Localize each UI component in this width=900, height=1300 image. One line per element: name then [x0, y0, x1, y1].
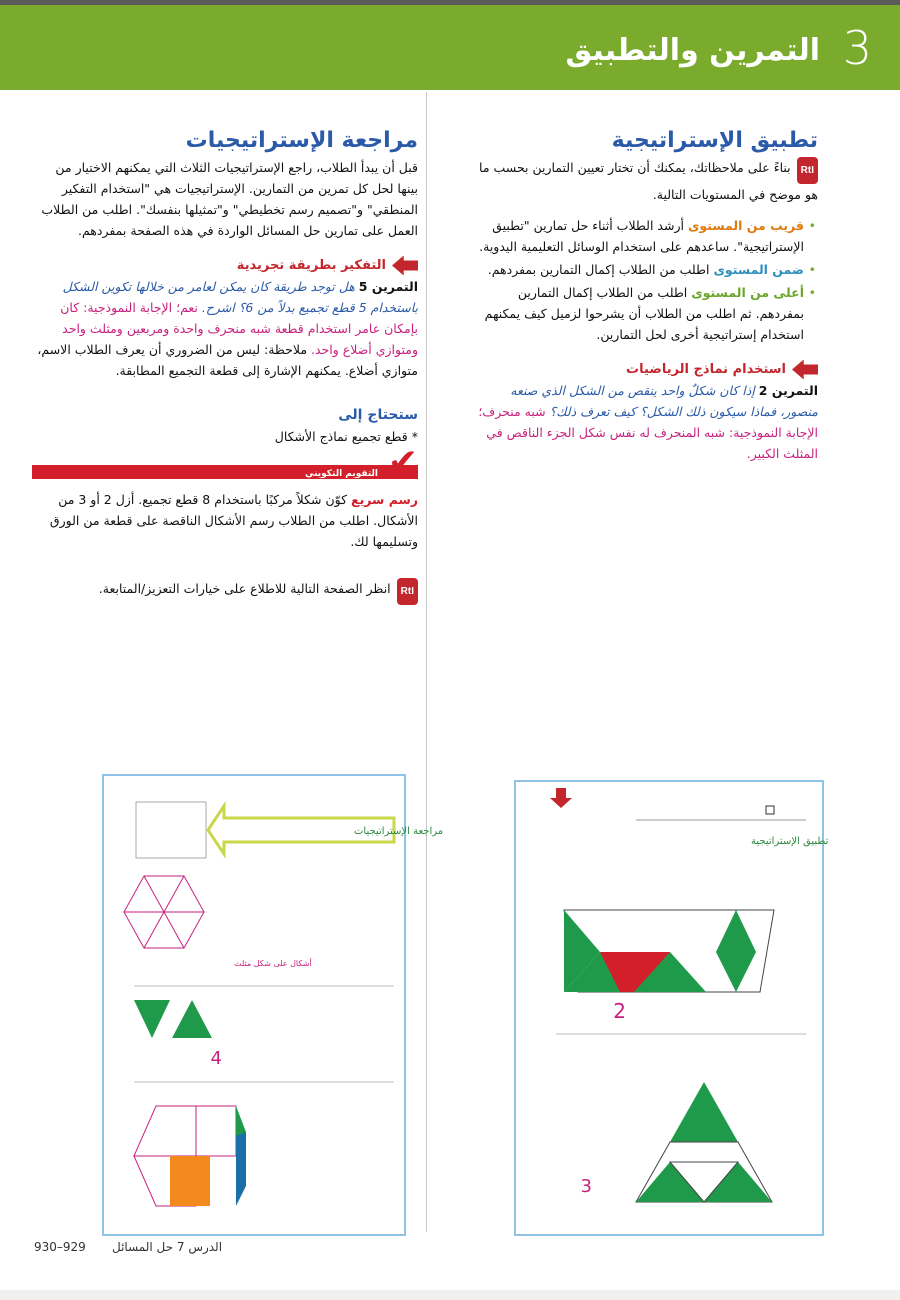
- abstract-title: التفكير بطريقة تجريدية: [236, 258, 386, 273]
- model-answer: شبه منحرف؛ الإجابة النموذجية: شبه المنحرف له نفس شكل الجزء الناقص في المثلث الكبير.: [478, 404, 818, 461]
- copyright-sidenote: [832, 850, 846, 1150]
- level-item-on: [478, 259, 804, 280]
- level-label: ضمن المستوى: [713, 262, 804, 277]
- rti-badge: RtI: [797, 157, 818, 184]
- thumb-header: مراجعة الإستراتيجيات: [354, 826, 444, 837]
- green-triangle: [134, 1000, 170, 1038]
- pink-outline-shape: [134, 1106, 196, 1156]
- formative-assessment-bar: [32, 442, 418, 483]
- level-text: اطلب من الطلاب إكمال التمارين بمفردهم.: [487, 262, 714, 277]
- level-label: قريب من المستوى: [687, 218, 804, 233]
- section-banner: [0, 5, 900, 90]
- hexagon-caption: أشكال على شكل مثلث: [234, 959, 312, 968]
- level-text: أرشد الطلاب أثناء حل تمارين "تطبيق الإستراتيجية". ساعدهم على استخدام الوسائل التعليمية اليدوية.: [479, 218, 804, 254]
- green-triangle: [670, 1082, 738, 1142]
- page-range: 929–930: [34, 1240, 86, 1254]
- white-square: [196, 1106, 236, 1156]
- thumbnail-drawing: [104, 776, 444, 1234]
- model-math-title: استخدام نماذج الرياضيات: [626, 362, 786, 377]
- rti-note: [32, 578, 418, 605]
- review-strategy-heading: مراجعة الإستراتيجيات: [185, 128, 418, 153]
- model-math-head: [478, 359, 818, 380]
- exercise-label: التمرين 5: [358, 279, 418, 294]
- orange-square: [170, 1156, 210, 1206]
- abstract-answer: نعم؛ الإجابة النموذجية: كان بإمكان عامر استخدام قطعة شبه منحرف واحدة ومربعين ومثلث واحد ومتوازي أضلاع واحد.: [60, 300, 418, 357]
- rti-badge: RtI: [397, 578, 418, 605]
- arrow-tag-icon: [792, 360, 818, 380]
- strategy-box: [136, 802, 206, 858]
- formative-tag: التقويم التكويني: [304, 469, 378, 479]
- column-divider: [426, 92, 427, 1232]
- student-page-thumbnail-left: [102, 774, 444, 1236]
- handwritten-answer: 3: [580, 1176, 592, 1197]
- model-math-text: [478, 380, 818, 464]
- quick-check-label: رسم سريع: [351, 492, 418, 507]
- arrow-tag-icon: [392, 256, 418, 276]
- handwritten-answer: 2: [613, 999, 626, 1023]
- level-text: اطلب من الطلاب إكمال التمارين بمفردهم. ثم اطلب من الطلاب أن يشرحوا لزميل كيف يمكنهم استخدام إستراتيجية أخرى لحل التمارين.: [484, 285, 804, 342]
- green-triangle: [172, 1000, 212, 1038]
- materials-item: * قطع تجميع نماذج الأشكال: [274, 429, 418, 444]
- quick-check: [32, 489, 418, 552]
- abstract-note: ملاحظة: ليس من الضروري أن يعرف الطلاب الاسم، متوازي أضلاع. يمكنهم الإشارة إلى قطعة التجميع المطابقة.: [37, 342, 418, 378]
- section-title: التمرين والتطبيق: [565, 33, 820, 68]
- green-triangle: [716, 910, 756, 952]
- checkbox-icon: [766, 806, 774, 814]
- green-triangle: [716, 952, 756, 992]
- abstract-text: [32, 276, 418, 381]
- thumb-header: تطبيق الإستراتيجية: [751, 836, 829, 847]
- level-list: [478, 215, 818, 345]
- abstract-head: [32, 255, 418, 276]
- handwritten-answer: 4: [210, 1048, 222, 1069]
- thumbnail-drawing: [516, 782, 829, 1234]
- checkmark-icon: ✔: [387, 442, 418, 483]
- level-item-approaching: [478, 215, 804, 257]
- apply-strategy-heading: تطبيق الإستراتيجية: [611, 128, 818, 153]
- blue-rhombus: [236, 1132, 246, 1206]
- apply-strategy-column: [478, 130, 818, 464]
- review-intro: قبل أن يبدأ الطلاب، راجع الإستراتيجيات الثلاث التي يمكنهم الاختيار من بينها لحل كل تمرين من التمارين. الإستراتيجيات هي "استخدام التفكير المنطقي" و"تصميم رسم تخطيطي" و"تمثيلها بنفسك". اطلب من الطلاب العمل على تمارين حل المسائل الواردة في هذه الصفحة بمفردهم.: [41, 160, 418, 238]
- down-arrow-icon: [550, 788, 572, 808]
- exercise-label: التمرين 2: [758, 383, 818, 398]
- level-item-beyond: [478, 282, 804, 345]
- review-strategy-column: [32, 130, 418, 605]
- lesson-title: الدرس 7 حل المسائل: [112, 1240, 223, 1254]
- apply-intro: [478, 157, 818, 205]
- model-question: إذا كان شكلٌ واحد ينقص من الشكل الذي صنعه منصور، فماذا سيكون ذلك الشكل؟ كيف تعرف ذلك؟: [510, 383, 818, 419]
- materials-title: ستحتاج إلى: [338, 407, 418, 423]
- student-page-thumbnail-right: [514, 780, 829, 1236]
- quick-check-text: كوّن شكلاً مركبًا باستخدام 8 قطع تجميع. أزل 2 أو 3 من الأشكال. اطلب من الطلاب رسم الأشكال الناقصة على قطعة من الورق وتسليمها لك.: [49, 492, 418, 549]
- apply-intro-text: بناءً على ملاحظاتك، يمكنك أن تختار تعيين التمارين بحسب ما هو موضح في المستويات التالية.: [479, 160, 818, 202]
- rti-note-text: انظر الصفحة التالية للاطلاع على خيارات التعزيز/المتابعة.: [98, 581, 391, 596]
- level-label: أعلى من المستوى: [691, 285, 804, 300]
- bottom-strip: [0, 1290, 900, 1300]
- section-number: 3: [842, 21, 872, 75]
- abstract-question: هل توجد طريقة كان يمكن لعامر من خلالها تكوين الشكل باستخدام 5 قطع تجميع بدلاً من 6؟ اشرح.: [62, 279, 418, 315]
